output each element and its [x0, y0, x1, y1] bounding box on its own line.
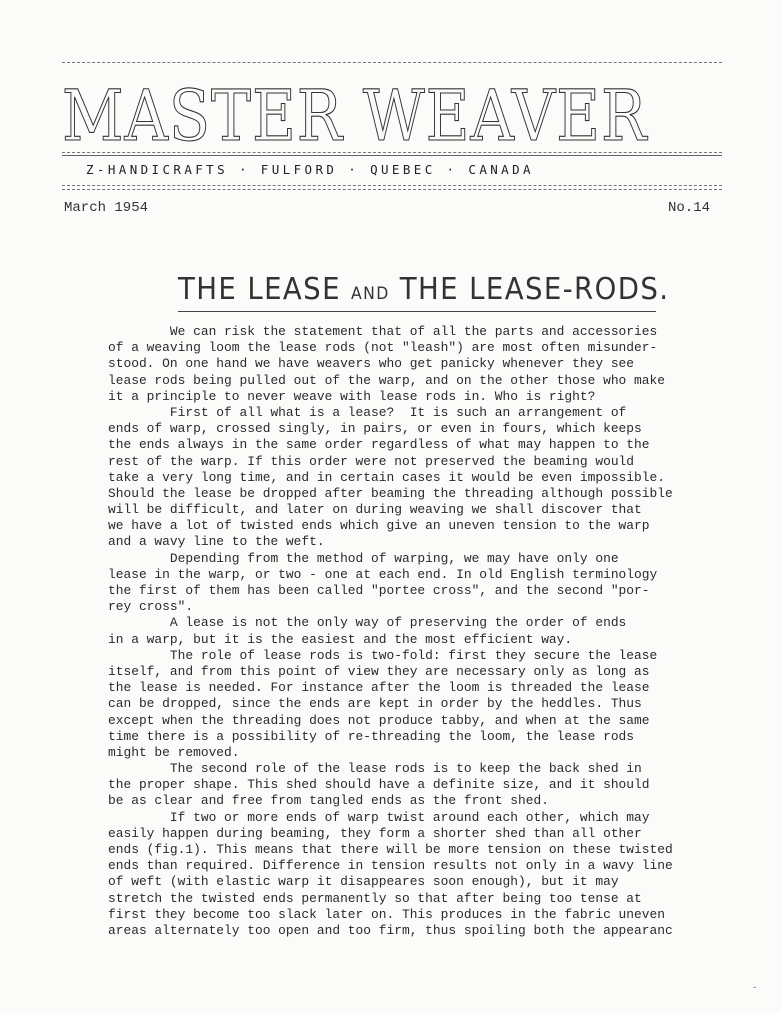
article-line: be as clear and free from tangled ends as the front shed.	[108, 793, 549, 809]
article-line: of weft (with elastic warp it disappeares soon enough), but it may	[108, 874, 619, 890]
heading-and: AND	[351, 284, 390, 304]
masthead-subtitle: Z-HANDICRAFTS · FULFORD · QUEBEC · CANADA	[86, 162, 534, 177]
masthead-title: MASTER WEAVER	[62, 75, 648, 157]
article-line: lease in the warp, or two - one at each end. In old English terminology	[108, 566, 658, 582]
subtitle-divider-upper	[62, 185, 722, 186]
subtitle-divider-lower	[62, 189, 722, 190]
issue-date: March 1954	[64, 200, 149, 216]
masthead-divider-upper	[62, 152, 722, 153]
article-line: the lease is needed. For instance after the loom is threaded the lease	[108, 680, 650, 696]
article-line: lease rods being pulled out of the warp, and on the other those who make	[108, 372, 665, 388]
article-line: and a wavy line to the weft.	[108, 534, 325, 550]
article-line: A lease is not the only way of preserving the order of ends	[108, 615, 627, 631]
issue-number: No.14	[668, 200, 711, 216]
article-line: the ends always in the same order regardless of what may happen to the	[108, 437, 650, 453]
article-line: itself, and from this point of view they are necessary only as long as	[108, 663, 650, 679]
article-line: easily happen during beaming, they form a shorter shed than all other	[108, 825, 642, 841]
article-line: rey cross".	[108, 599, 194, 615]
article-line: of a weaving loom the lease rods (not "leash") are most often misunder-	[108, 340, 658, 356]
article-line: might be removed.	[108, 744, 240, 760]
article-line: stood. On one hand we have weavers who get panicky whenever they see	[108, 356, 635, 372]
article-line: rest of the warp. If this order were not preserved the beaming would	[108, 453, 635, 469]
heading-part-1: THE LEASE	[178, 272, 352, 307]
article-line: it a principle to never weave with lease rods in. Who is right?	[108, 388, 596, 404]
top-divider	[62, 62, 722, 63]
article-line: we have a lot of twisted ends which give an uneven tension to the warp	[108, 518, 650, 534]
article-line: can be dropped, since the ends are kept in order by the heddles. Thus	[108, 696, 642, 712]
article-line: will be difficult, and later on during weaving we shall discover that	[108, 502, 642, 518]
article-line: the first of them has been called "portee cross", and the second "por-	[108, 583, 650, 598]
article-line: The second role of the lease rods is to keep the back shed in	[108, 761, 642, 777]
article-line: Depending from the method of warping, we may have only one	[108, 550, 619, 566]
page-mark: -	[752, 983, 758, 993]
heading-underline	[178, 311, 656, 312]
article-line: ends than required. Difference in tension results not only in a wavy line	[108, 858, 673, 874]
article-line: If two or more ends of warp twist around each other, which may	[108, 809, 650, 825]
article-line: The role of lease rods is two-fold: first they secure the lease	[108, 647, 658, 663]
article-line: stretch the twisted ends permanently so that after being too tense at	[108, 890, 642, 906]
article-line: take a very long time, and in certain cases it would be even impossible.	[108, 469, 665, 485]
article-line: the proper shape. This shed should have a definite size, and it should	[108, 777, 650, 793]
article-line: ends (fig.1). This means that there will be more tension on these twisted	[108, 842, 673, 857]
article-line: except when the threading does not produce tabby, and when at the same	[108, 712, 650, 728]
article-heading	[178, 272, 670, 307]
article-line: in a warp, but it is the easiest and the most efficient way.	[108, 631, 573, 647]
masthead-divider-lower	[62, 155, 722, 156]
article-line: areas alternately too open and too firm, thus spoiling both the appearanc	[108, 922, 673, 938]
article-line: ends of warp, crossed singly, in pairs, or even in fours, which keeps	[108, 421, 642, 437]
heading-part-2: THE LEASE-RODS.	[389, 272, 670, 307]
article-line: first they become too slack later on. This produces in the fabric uneven	[108, 906, 665, 922]
article-body	[108, 324, 728, 939]
article-line: We can risk the statement that of all the parts and accessories	[108, 324, 658, 339]
article-line: time there is a possibility of re-threading the loom, the lease rods	[108, 728, 635, 744]
article-line: First of all what is a lease? It is such an arrangement of	[108, 404, 627, 420]
article-line: Should the lease be dropped after beaming the threading although possible	[108, 485, 673, 501]
